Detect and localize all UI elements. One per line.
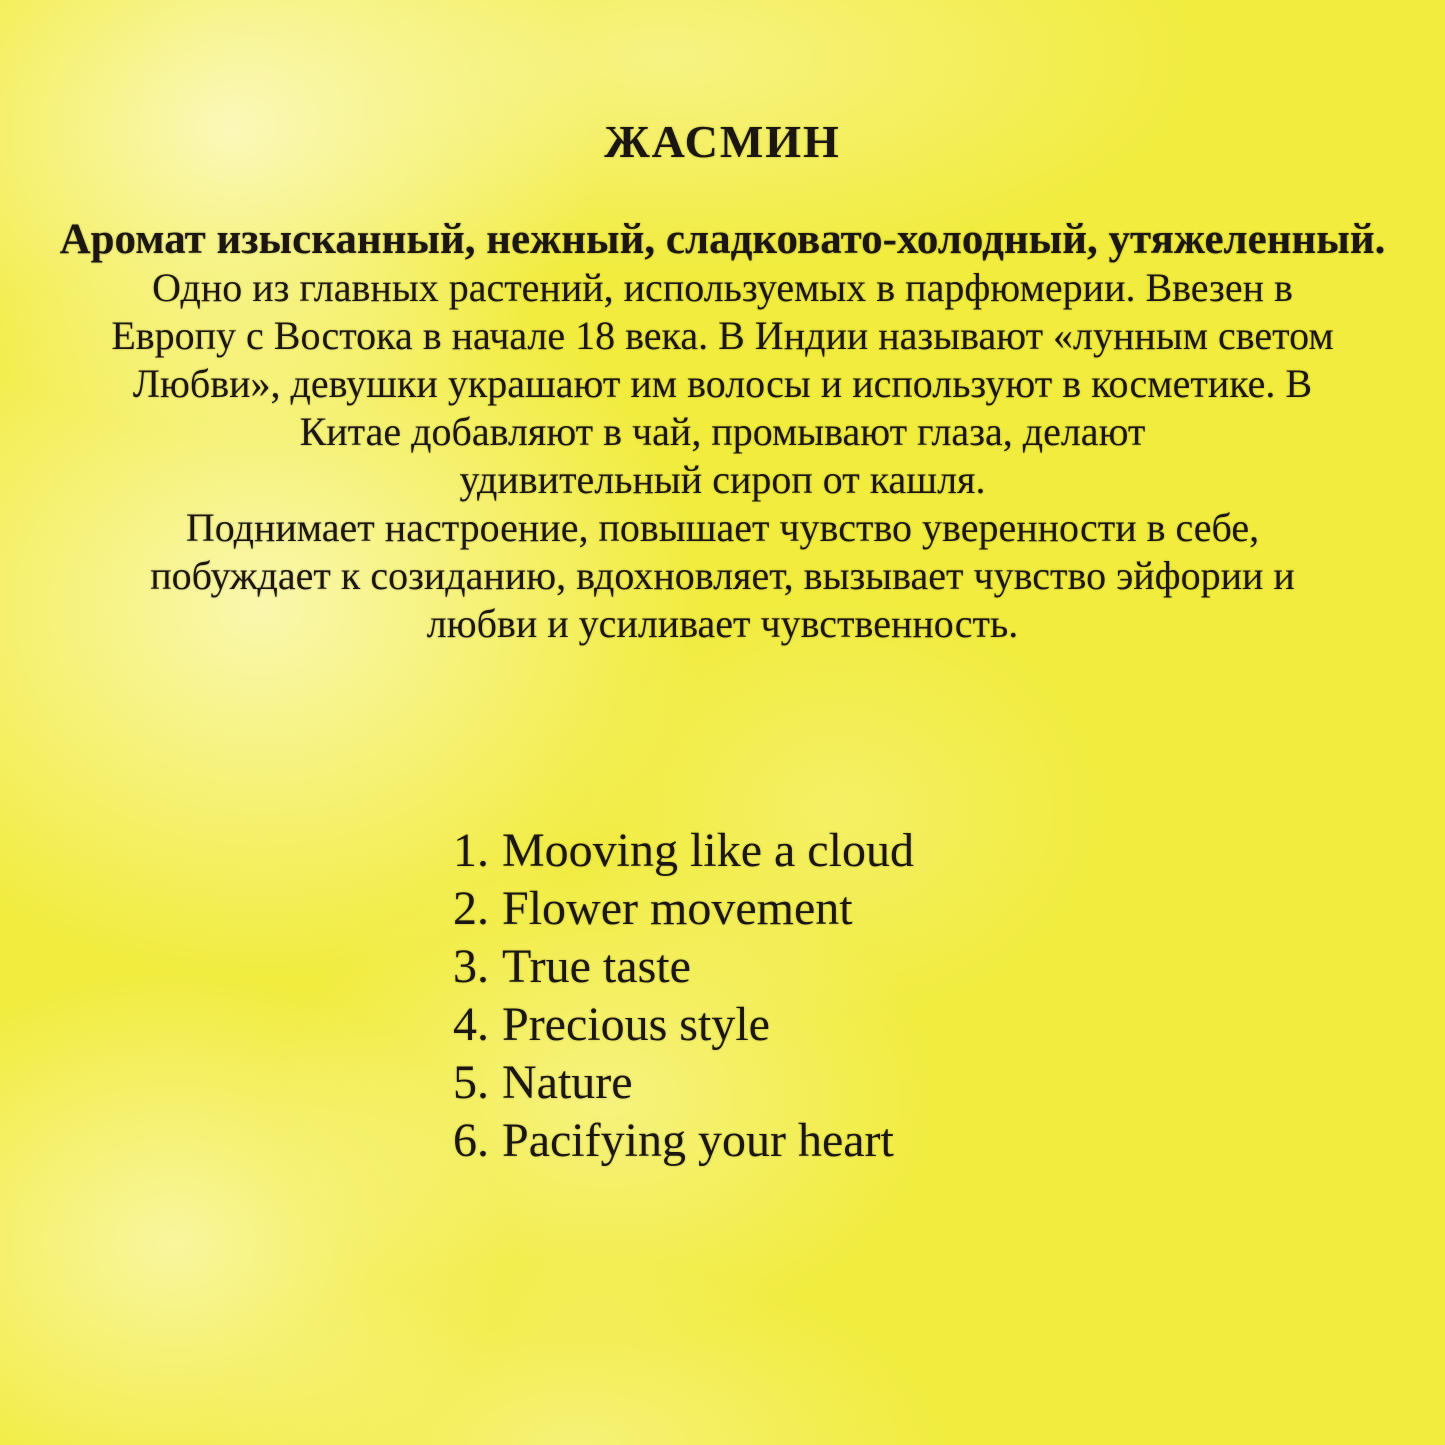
list-item [453, 1054, 914, 1112]
description-line: любви и усиливает чувственность. [426, 601, 1019, 646]
list-item-label: True taste [502, 940, 691, 993]
list-item [453, 938, 914, 996]
description-line: удивительный сироп от кашля. [459, 457, 986, 502]
page-title: ЖАСМИН [604, 116, 841, 167]
description-line: Одно из главных растений, используемых в парфюмерии. Ввезен в [152, 265, 1293, 310]
list-item [453, 822, 914, 880]
list-item-label: Nature [502, 1056, 633, 1109]
list-item [453, 1112, 914, 1170]
description-line: Любви», девушки украшают им волосы и используют в косметике. В [132, 361, 1313, 406]
list-item-number: 2. [453, 882, 489, 935]
list-item-label: Pacifying your heart [502, 1114, 894, 1167]
description-lead-line: Аромат изысканный, нежный, сладковато-холодный, утяжеленный. [59, 216, 1386, 263]
feature-list [453, 822, 914, 1170]
list-item-number: 4. [453, 998, 489, 1051]
list-item-label: Flower movement [502, 882, 853, 935]
list-item-number: 3. [453, 940, 489, 993]
description-line: Китае добавляют в чай, промывают глаза, делают [299, 409, 1146, 454]
list-item-number: 6. [453, 1114, 489, 1167]
list-item-label: Mooving like a cloud [502, 824, 914, 877]
description-line: Поднимает настроение, повышает чувство уверенности в себе, [185, 505, 1260, 550]
description-paragraph [40, 216, 1405, 648]
description-line: Европу с Востока в начале 18 века. В Индии называют «лунным светом [111, 313, 1334, 358]
list-item-label: Precious style [502, 998, 770, 1051]
list-item-number: 1. [453, 824, 489, 877]
description-line: побуждает к созиданию, вдохновляет, вызывает чувство эйфории и [150, 553, 1295, 598]
list-item [453, 880, 914, 938]
list-item-number: 5. [453, 1056, 489, 1109]
list-item [453, 996, 914, 1054]
